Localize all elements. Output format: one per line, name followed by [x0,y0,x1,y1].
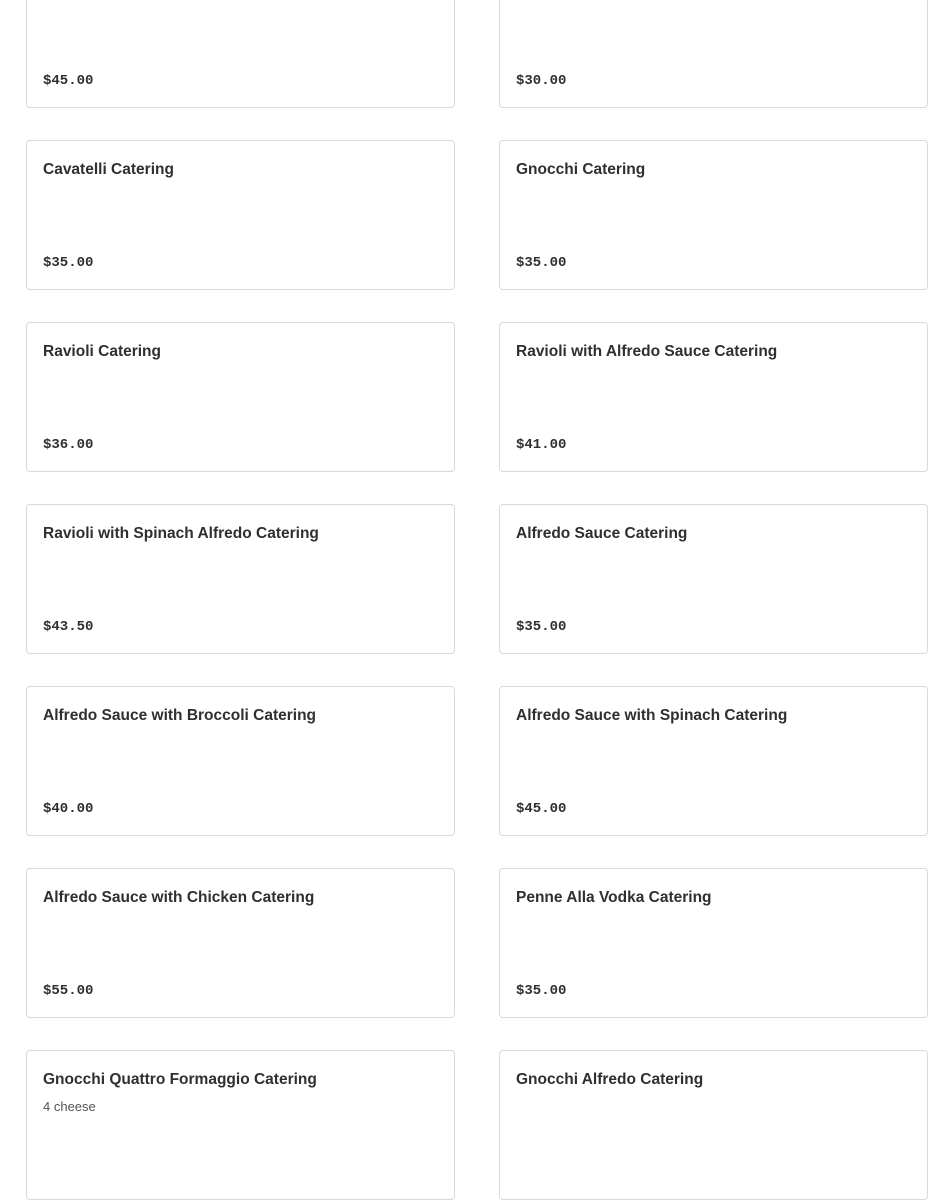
menu-item-price: $43.50 [43,619,94,635]
menu-item-name: Gnocchi Quattro Formaggio Catering [43,1071,317,1088]
menu-item-grid [26,0,928,1200]
menu-item-price: $35.00 [516,983,567,999]
menu-item-card[interactable] [26,140,455,290]
menu-item-price: $40.00 [43,801,94,817]
menu-item-name: Penne Alla Vodka Catering [516,889,712,906]
menu-item-card[interactable] [499,504,928,654]
menu-item-description: 4 cheese [43,1099,96,1114]
menu-item-price: $41.00 [516,437,567,453]
menu-item-name: Alfredo Sauce with Chicken Catering [43,889,315,906]
menu-item-name: Alfredo Sauce with Broccoli Catering [43,707,317,724]
menu-item-card[interactable] [26,0,455,108]
menu-item-card[interactable] [499,0,928,108]
menu-item-name: Gnocchi Catering [516,161,646,178]
menu-item-price: $35.00 [516,255,567,271]
menu-item-card[interactable] [26,504,455,654]
menu-item-card[interactable] [499,686,928,836]
menu-item-name: Ravioli with Alfredo Sauce Catering [516,343,778,360]
menu-item-price: $55.00 [43,983,94,999]
menu-item-card[interactable] [499,1050,928,1200]
menu-item-card[interactable] [499,322,928,472]
menu-item-name: Cavatelli Catering [43,161,174,178]
menu-item-name: Ravioli with Spinach Alfredo Catering [43,525,319,542]
menu-item-price: $30.00 [516,73,567,89]
menu-item-card[interactable] [26,686,455,836]
menu-item-card[interactable] [499,868,928,1018]
menu-item-name: Gnocchi Alfredo Catering [516,1071,704,1088]
menu-item-price: $45.00 [43,73,94,89]
menu-item-price: $35.00 [43,255,94,271]
menu-item-name: Alfredo Sauce Catering [516,525,688,542]
menu-item-card[interactable] [26,868,455,1018]
menu-item-card[interactable] [26,1050,455,1200]
menu-item-card[interactable] [26,322,455,472]
menu-item-card[interactable] [499,140,928,290]
menu-item-price: $45.00 [516,801,567,817]
menu-item-price: $35.00 [516,619,567,635]
menu-item-price: $36.00 [43,437,94,453]
menu-item-name: Ravioli Catering [43,343,161,360]
menu-item-name: Alfredo Sauce with Spinach Catering [516,707,788,724]
